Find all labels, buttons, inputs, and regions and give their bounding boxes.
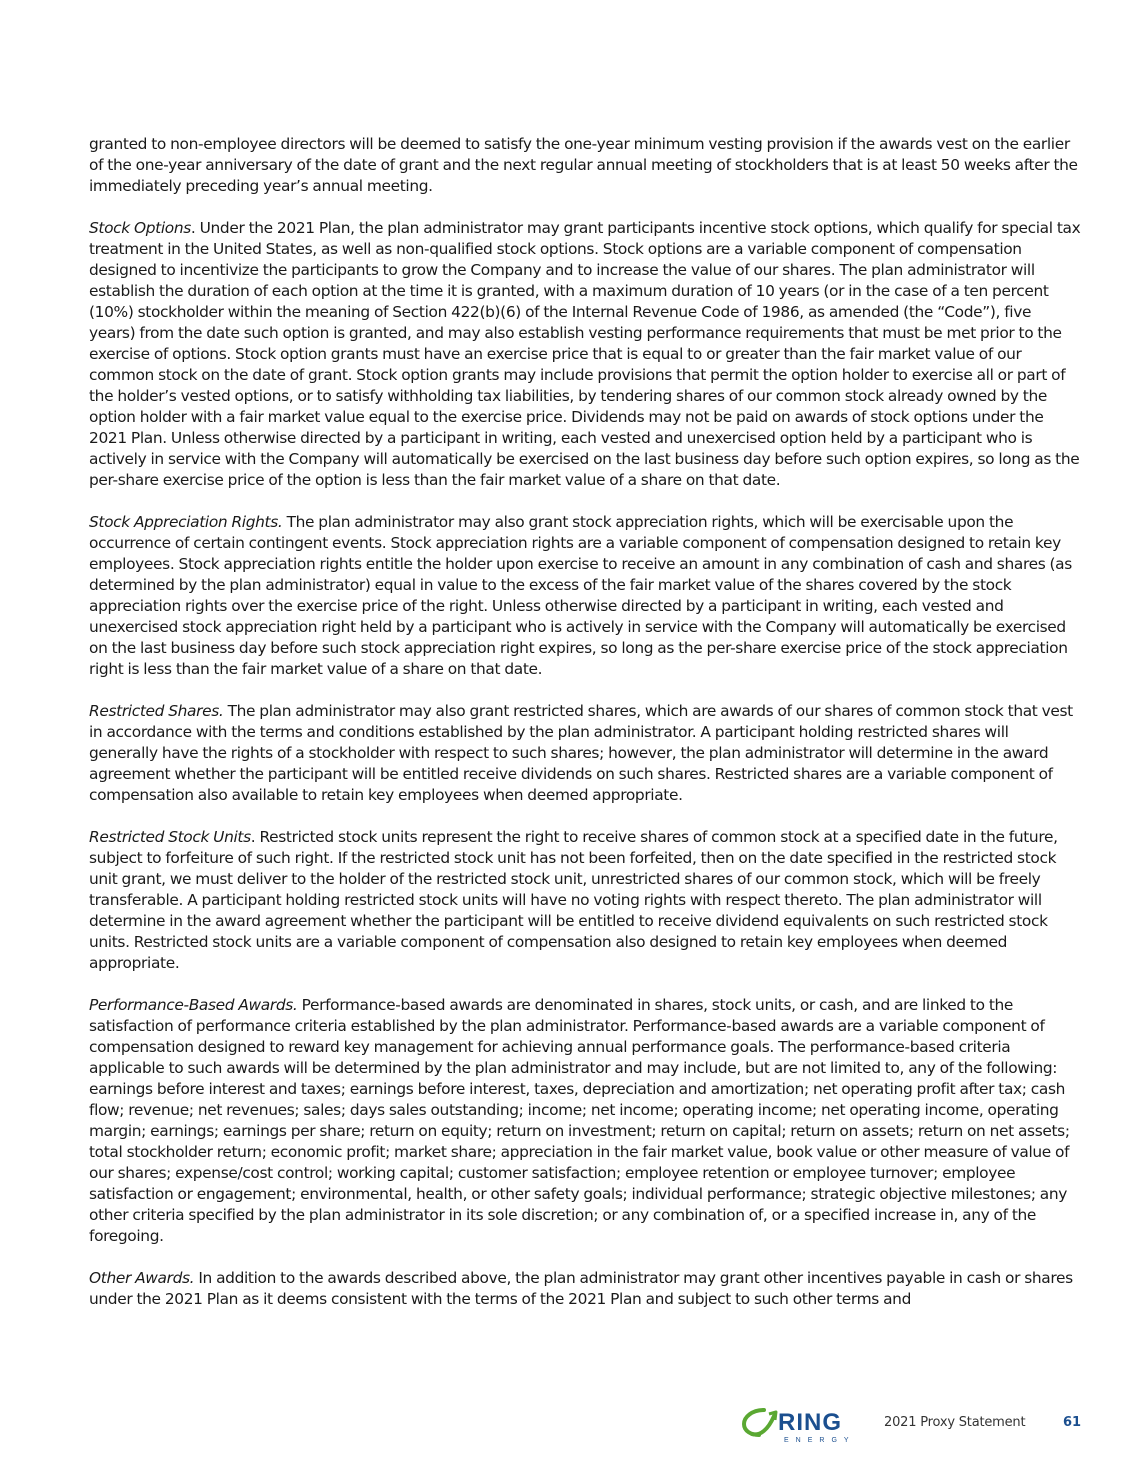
- paragraph-heading: Stock Appreciation Rights.: [89, 513, 283, 531]
- paragraph-heading: Performance-Based Awards.: [89, 996, 298, 1014]
- paragraph-heading: Restricted Stock Units: [89, 828, 251, 846]
- logo-subword: ENERGY: [784, 1437, 856, 1444]
- paragraph-other-awards: [89, 1268, 1081, 1310]
- paragraph-restricted-stock-units: [89, 827, 1081, 974]
- paragraph-stock-appreciation-rights: [89, 512, 1081, 680]
- paragraph-restricted-shares: [89, 701, 1081, 806]
- paragraph-text: . Restricted stock units represent the right to receive shares of common stock at a specified date in the future, subject to forfeiture of such right. If the restricted stock unit has not been forfeited, then on the date specified in the restricted stock unit grant, we must deliver to the holder of the restricted stock unit, unrestricted shares of our common stock, which will be freely transferable. A participant holding restricted stock units will have no voting rights with respect thereto. The plan administrator will determine in the award agreement whether the participant will be entitled to receive dividend equivalents on such restricted stock units. Restricted stock units are a variable component of compensation also designed to retain key employees when deemed appropriate.: [89, 828, 1058, 972]
- paragraph-performance-based-awards: [89, 995, 1081, 1247]
- paragraph-text: Performance-based awards are denominated in shares, stock units, or cash, and are linked to the satisfaction of performance criteria established by the plan administrator. Performance-based awards are a variable component of compensation designed to reward key management for achieving annual performance goals. The performance-based criteria applicable to such awards will be determined by the plan administrator and may include, but are not limited to, any of the following: earnings before interest and taxes; earnings before interest, taxes, depreciation and amortization; net operating profit after tax; cash flow; revenue; net revenues; sales; days sales outstanding; income; net income; operating income; net operating income, operating margin; earnings; earnings per share; return on equity; return on investment; return on capital; return on assets; return on net assets; total stockholder return; economic profit; market share; appreciation in the fair market value, book value or other measure of value of our shares; expense/cost control; working capital; customer satisfaction; employee retention or employee turnover; employee satisfaction or engagement; environmental, health, or other safety goals; individual performance; strategic objective milestones; any other criteria specified by the plan administrator in its sole discretion; or any combination of, or a specified increase in, any of the foregoing.: [89, 996, 1070, 1245]
- paragraph-text: The plan administrator may also grant restricted shares, which are awards of our shares of common stock that vest in accordance with the terms and conditions established by the plan administrator. A participant holding restricted shares will generally have the rights of a stockholder with respect to such shares; however, the plan administrator will determine in the award agreement whether the participant will be entitled receive dividends on such shares. Restricted shares are a variable component of compensation also available to retain key employees when deemed appropriate.: [89, 702, 1073, 804]
- logo-word: RING: [778, 1409, 842, 1436]
- document-body: [89, 134, 1081, 1331]
- paragraph-heading: Restricted Shares.: [89, 702, 224, 720]
- paragraph-heading: Stock Options: [89, 219, 191, 237]
- paragraph-text: In addition to the awards described above, the plan administrator may grant other incentives payable in cash or shares under the 2021 Plan as it deems consistent with the terms of the 2021 Plan and subject to such other terms and: [89, 1269, 1073, 1308]
- paragraph-continuation: [89, 134, 1081, 197]
- paragraph-stock-options: [89, 218, 1081, 491]
- footer-document-title: 2021 Proxy Statement: [884, 1415, 1026, 1430]
- paragraph-text: granted to non-employee directors will be deemed to satisfy the one-year minimum vesting provision if the awards vest on the earlier of the one-year anniversary of the date of grant and the next regular annual meeting of stockholders that is at least 50 weeks after the immediately preceding year’s annual meeting.: [89, 135, 1078, 195]
- paragraph-heading: Other Awards.: [89, 1269, 195, 1287]
- page-footer: [0, 1404, 1134, 1444]
- paragraph-text: . Under the 2021 Plan, the plan administrator may grant participants incentive stock options, which qualify for special tax treatment in the United States, as well as non-qualified stock options. Stock options are a variable component of compensation designed to incentivize the participants to grow the Company and to increase the value of our shares. The plan administrator will establish the duration of each option at the time it is granted, with a maximum duration of 10 years (or in the case of a ten percent (10%) stockholder within the meaning of Section 422(b)(6) of the Internal Revenue Code of 1986, as amended (the “Code”), five years) from the date such option is granted, and may also establish vesting performance requirements that must be met prior to the exercise of options. Stock option grants must have an exercise price that is equal to or greater than the fair market value of our common stock on the date of grant. Stock option grants may include provisions that permit the option holder to exercise all or part of the holder’s vested options, or to satisfy withholding tax liabilities, by tendering shares of our common stock already owned by the option holder with a fair market value equal to the exercise price. Dividends may not be paid on awards of stock options under the 2021 Plan. Unless otherwise directed by a participant in writing, each vested and unexercised option held by a participant who is actively in service with the Company will automatically be exercised on the last business day before such option expires, so long as the per-share exercise price of the option is less than the fair market value of a share on that date.: [89, 219, 1081, 489]
- ring-energy-logo: [742, 1406, 858, 1444]
- paragraph-text: The plan administrator may also grant stock appreciation rights, which will be exercisable upon the occurrence of certain contingent events. Stock appreciation rights are a variable component of compensation designed to retain key employees. Stock appreciation rights entitle the holder upon exercise to receive an amount in any combination of cash and shares (as determined by the plan administrator) equal in value to the excess of the fair market value of the shares covered by the stock appreciation rights over the exercise price of the right. Unless otherwise directed by a participant in writing, each vested and unexercised stock appreciation right held by a participant who is actively in service with the Company will automatically be exercised on the last business day before such stock appreciation right expires, so long as the per-share exercise price of the stock appreciation right is less than the fair market value of a share on that date.: [89, 513, 1072, 678]
- page-number: 61: [1063, 1415, 1082, 1430]
